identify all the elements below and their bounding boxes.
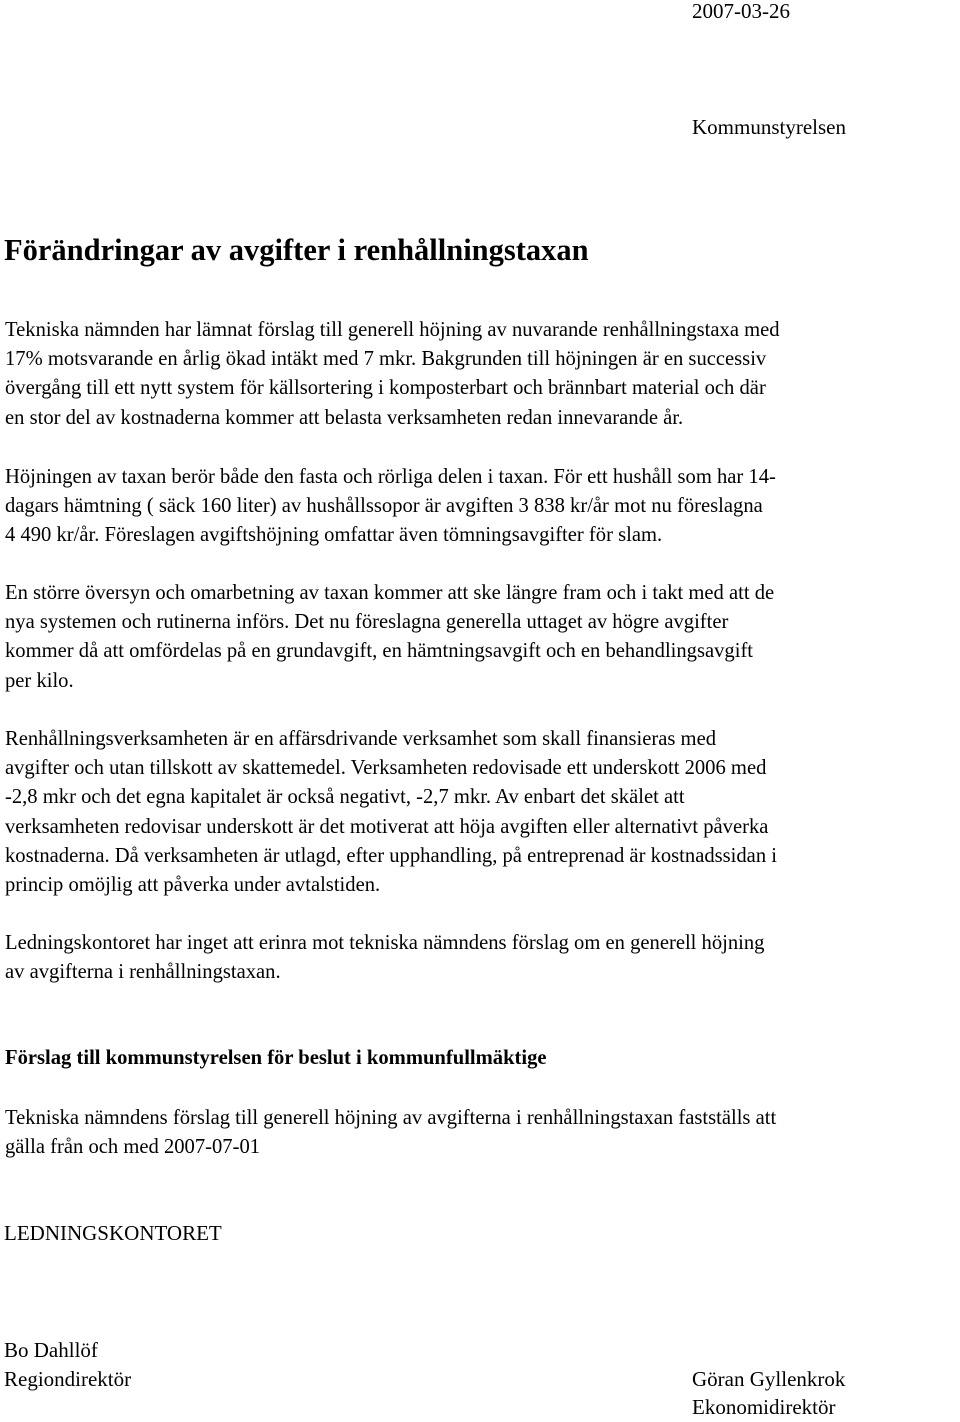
text-line: princip omöjlig att påverka under avtalstiden.: [5, 874, 381, 897]
text-line: av avgifterna i renhållningstaxan.: [5, 961, 281, 984]
paragraph-background: [5, 316, 960, 433]
recipient: Kommunstyrelsen: [692, 115, 846, 139]
text-line: per kilo.: [5, 669, 74, 692]
proposal-heading: Förslag till kommunstyrelsen för beslut i kommunfullmäktige: [5, 1047, 547, 1069]
document-title: Förändringar av avgifter i renhållningstaxan: [4, 233, 589, 267]
text-line: Renhållningsverksamheten är en affärsdrivande verksamhet som skall finansieras med: [5, 728, 717, 750]
text-line: Tekniska nämndens förslag till generell höjning av avgifterna i renhållningstaxan fastställs att: [5, 1107, 777, 1129]
text-line: kostnaderna. Då verksamheten är utlagd, efter upphandling, på entreprenad är kostnadssidan i: [5, 844, 777, 867]
text-line: gälla från och med 2007-07-01: [5, 1136, 261, 1159]
text-line: En större översyn och omarbetning av taxan kommer att ske längre fram och i takt med att de: [5, 582, 775, 604]
signer2-title: Ekonomidirektör: [692, 1395, 836, 1419]
signer2-name: Göran Gyllenkrok: [692, 1367, 846, 1391]
proposal-text: [5, 1104, 960, 1162]
text-line: -2,8 mkr och det egna kapitalet är också negativt, -2,7 mkr. Av enbart det skälet att: [5, 786, 685, 809]
text-line: kommer då att omfördelas på en grundavgift, en hämtningsavgift och en behandlingsavgift: [5, 640, 754, 663]
document-date: 2007-03-26: [692, 0, 790, 23]
text-line: Höjningen av taxan berör både den fasta och rörliga delen i taxan. För ett hushåll som har 14-: [5, 466, 776, 488]
text-line: dagars hämtning ( säck 160 liter) av hushållssopor är avgiften 3 838 kr/år mot nu föreslagna: [5, 495, 763, 518]
text-line: 17% motsvarande en årlig ökad intäkt med 7 mkr. Bakgrunden till höjningen är en successiv: [5, 348, 767, 371]
text-line: Tekniska nämnden har lämnat förslag till generell höjning av nuvarande renhållningstaxa med: [5, 319, 780, 341]
text-line: verksamheten redovisar underskott är det motiverat att höja avgiften eller alternativt påverka: [5, 815, 769, 838]
paragraph-opinion: [5, 929, 960, 987]
signer1-name: Bo Dahllöf: [4, 1338, 98, 1362]
text-line: övergång till ett nytt system för källsortering i komposterbart och brännbart material och där: [5, 377, 766, 400]
paragraph-financing: [5, 725, 960, 900]
signer1-title: Regiondirektör: [4, 1367, 132, 1391]
text-line: avgifter och utan tillskott av skattemedel. Verksamheten redovisade ett underskott 2006 med: [5, 757, 767, 780]
text-line: nya systemen och rutinerna införs. Det nu föreslagna generella uttaget av högre avgifter: [5, 611, 729, 634]
paragraph-review: [5, 579, 960, 696]
text-line: en stor del av kostnaderna kommer att belasta verksamheten redan innevarande år.: [5, 406, 684, 429]
text-line: 4 490 kr/år. Föreslagen avgiftshöjning omfattar även tömningsavgifter för slam.: [5, 524, 663, 547]
office-name: LEDNINGSKONTORET: [4, 1221, 222, 1245]
text-line: Ledningskontoret har inget att erinra mot tekniska nämndens förslag om en generell höjning: [5, 932, 765, 954]
paragraph-increase-details: [5, 463, 960, 551]
